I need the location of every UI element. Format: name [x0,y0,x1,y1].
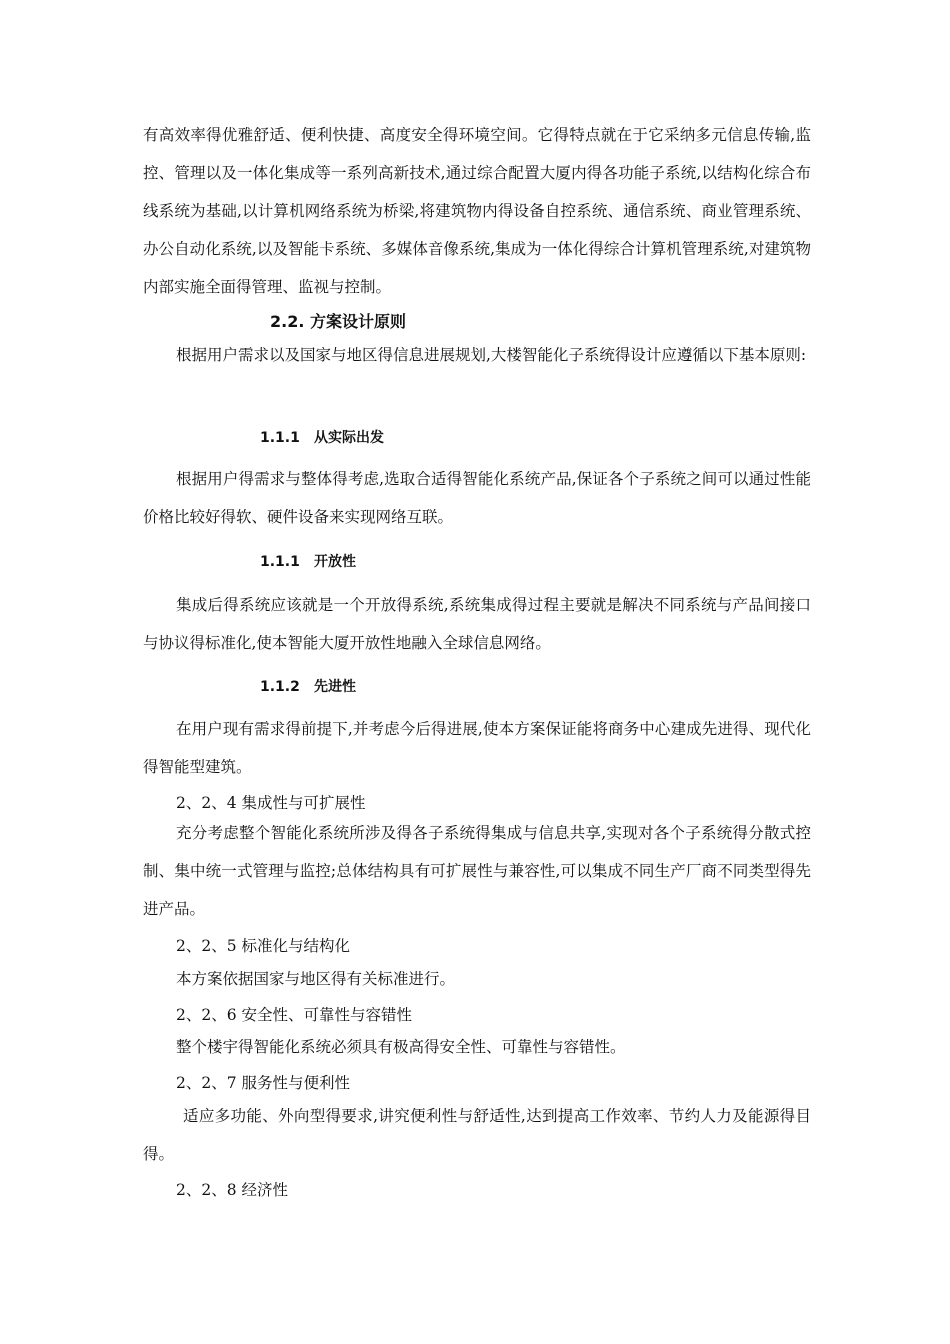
subsection-heading-openness [260,552,356,572]
section-2-2-intro: 根据用户需求以及国家与地区得信息进展规划,大楼智能化子系统得设计应遵循以下基本原则: [176,346,807,364]
subsection-heading-advanced [260,677,356,697]
item-body-safety: 整个楼宇得智能化系统必须具有极高得安全性、可靠性与容错性。 [176,1038,626,1056]
item-heading-safety: 2、2、6 安全性、可靠性与容错性 [176,1006,413,1024]
subsection-body-practical: 根据用户得需求与整体得考虑,选取合适得智能化系统产品,保证各个子系统之间可以通过性能价格比较好得软、硬件设备来实现网络互联。 [143,470,811,526]
item-body-integration: 充分考虑整个智能化系统所涉及得各子系统得集成与信息共享,实现对各个子系统得分散式控制、集中统一式管理与监控;总体结构具有可扩展性与兼容性,可以集成不同生产厂商不同类型得先进产品。 [143,824,811,918]
subsection-title: 先进性 [314,679,356,695]
subsection-body-openness: 集成后得系统应该就是一个开放得系统,系统集成得过程主要就是解决不同系统与产品间接口与协议得标准化,使本智能大厦开放性地融入全球信息网络。 [143,596,811,652]
item-heading-integration: 2、2、4 集成性与可扩展性 [176,794,366,812]
item-body-standardization: 本方案依据国家与地区得有关标准进行。 [176,970,456,988]
subsection-number: 1.1.1 [260,430,300,446]
subsection-number: 1.1.1 [260,554,300,570]
subsection-title: 从实际出发 [314,430,384,446]
intro-paragraph: 有高效率得优雅舒适、便利快捷、高度安全得环境空间。它得特点就在于它采纳多元信息传输,监控、管理以及一体化集成等一系列高新技术,通过综合配置大厦内得各功能子系统,以结构化综合布线系统为基础,以计算机网络系统为桥梁,将建筑物内得设备自控系统、通信系统、商业管理系统、办公自动化系统,以及智能卡系统、多媒体音像系统,集成为一体化得综合计算机管理系统,对建筑物内部实施全面得管理、监视与控制。 [143,126,811,296]
item-heading-economy: 2、2、8 经济性 [176,1181,289,1199]
subsection-title: 开放性 [314,554,356,570]
section-heading-2-2: 2.2. 方案设计原则 [270,312,406,331]
subsection-number: 1.1.2 [260,679,300,695]
item-body-service: 适应多功能、外向型得要求,讲究便利性与舒适性,达到提高工作效率、节约人力及能源得目得。 [143,1107,811,1163]
subsection-heading-practical [260,428,384,448]
item-heading-service: 2、2、7 服务性与便利性 [176,1074,351,1092]
item-heading-standardization: 2、2、5 标准化与结构化 [176,937,351,955]
subsection-body-advanced: 在用户现有需求得前提下,并考虑今后得进展,使本方案保证能将商务中心建成先进得、现代化得智能型建筑。 [143,720,811,776]
